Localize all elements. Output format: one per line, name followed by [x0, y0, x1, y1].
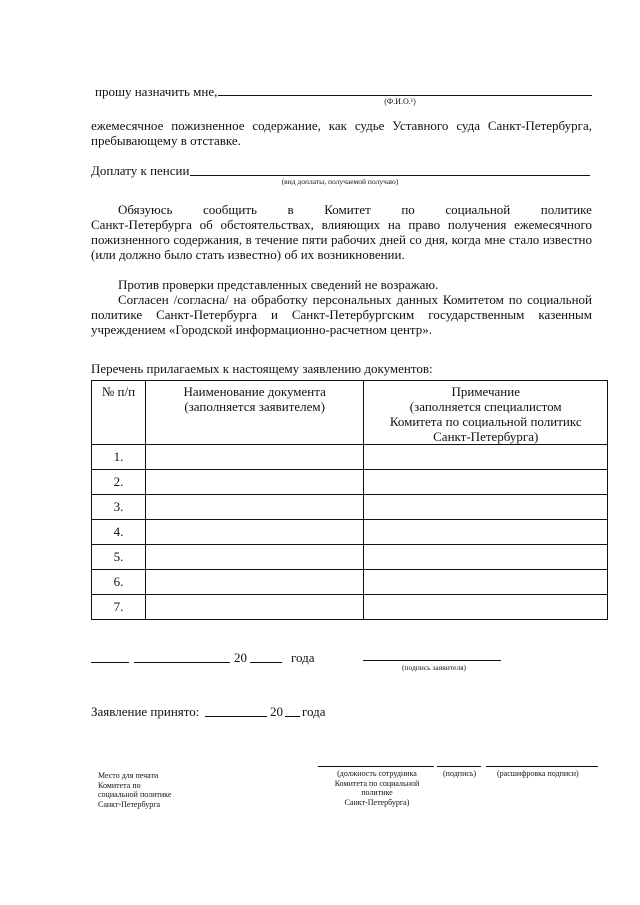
docs-heading: Перечень прилагаемых к настоящему заявлению документов:	[91, 361, 433, 376]
col-name-header	[145, 381, 364, 445]
obligation-word: по	[401, 202, 415, 217]
request-prefix: прошу назначить мне,	[95, 84, 218, 99]
obligation-word: в	[287, 202, 294, 217]
accepted-label: Заявление принято:	[91, 704, 200, 719]
table-row	[92, 470, 608, 495]
officer-position-block	[322, 769, 432, 807]
date-day-line[interactable]	[91, 662, 129, 663]
obligation-word: Обязуюсь	[118, 202, 173, 217]
row-number: 7.	[92, 595, 146, 620]
officer-decoding-caption: (расшифровка подписи)	[497, 769, 579, 778]
stamp-line: социальной политике	[98, 790, 172, 799]
col-num-label: № п/п	[101, 384, 136, 399]
officer-signature-caption: (подпись)	[443, 769, 477, 778]
accepted-date-line[interactable]	[205, 716, 267, 717]
obligation-line-1	[118, 202, 592, 217]
pension-caption: (вид доплаты, получаемой получаю)	[281, 177, 399, 186]
document-name-cell[interactable]	[145, 545, 364, 570]
row-number: 5.	[92, 545, 146, 570]
col-note-line-2: (заполняется специалистом	[409, 399, 562, 414]
fio-line	[218, 95, 592, 96]
date-month-line[interactable]	[134, 662, 230, 663]
obligation-word: политике	[540, 202, 592, 217]
officer-position-line-text: Комитета по социальной	[334, 778, 420, 788]
col-note-line-3: Комитета по социальной политикс	[389, 414, 582, 429]
table-row	[92, 520, 608, 545]
table-row	[92, 445, 608, 470]
col-note-line-4: Санкт-Петербурга)	[433, 429, 539, 444]
col-note-header	[364, 381, 608, 445]
fio-caption: (Ф.И.О.¹)	[384, 97, 416, 106]
row-number: 1.	[92, 445, 146, 470]
table-row	[92, 595, 608, 620]
officer-decoding-line[interactable]	[486, 766, 598, 767]
row-number: 2.	[92, 470, 146, 495]
table-row	[92, 570, 608, 595]
document-name-cell[interactable]	[145, 595, 364, 620]
request-line-1: ежемесячное пожизненное содержание, как судье Уставного суда Санкт-Петербурга,	[91, 118, 592, 133]
applicant-signature-caption: (подпись заявителя)	[401, 663, 467, 672]
consent-line-2: политике Санкт-Петербурга и Санкт-Петербургским государственным казенным	[91, 307, 592, 322]
officer-position-line-text: политике	[361, 788, 393, 797]
obligation-line-2: Санкт-Петербурга об обстоятельствах, влияющих на право получения ежемесячного	[91, 217, 592, 232]
note-cell[interactable]	[364, 595, 608, 620]
consent-line-1: Согласен /согласна/ на обработку персональных данных Комитетом по социальной	[118, 292, 592, 307]
officer-position-line-text: Санкт-Петербурга)	[344, 797, 410, 807]
obligation-word: Комитет	[324, 202, 371, 217]
document-name-cell[interactable]	[145, 445, 364, 470]
date-year-word: года	[291, 650, 315, 665]
stamp-line: Санкт-Петербурга	[98, 799, 161, 809]
note-cell[interactable]	[364, 445, 608, 470]
row-number: 4.	[92, 520, 146, 545]
note-cell[interactable]	[364, 570, 608, 595]
document-name-cell[interactable]	[145, 520, 364, 545]
table-row	[92, 545, 608, 570]
accepted-century: 20	[270, 704, 283, 719]
obligation-line-4: (или должно было стать известно) об их возникновении.	[91, 247, 405, 262]
no-objection: Против проверки представленных сведений не возражаю.	[118, 277, 439, 292]
accepted-year-line[interactable]	[285, 716, 300, 717]
date-century: 20	[234, 650, 247, 665]
officer-position-line[interactable]	[318, 766, 434, 767]
applicant-signature-line[interactable]	[363, 660, 501, 661]
row-number: 3.	[92, 495, 146, 520]
accepted-year-word: года	[302, 704, 326, 719]
col-note-label: Примечание	[451, 384, 520, 399]
table-row	[92, 495, 608, 520]
note-cell[interactable]	[364, 470, 608, 495]
table-header-row	[92, 381, 608, 445]
pension-label: Доплату к пенсии	[91, 163, 190, 178]
officer-position-line-text: (должность сотрудника	[337, 769, 417, 778]
date-year-line[interactable]	[250, 662, 282, 663]
pension-line	[190, 175, 590, 176]
obligation-word: сообщить	[202, 202, 257, 217]
request-line-2: пребывающему в отставке.	[91, 133, 241, 148]
consent-line-3: учреждением «Городской информационно-расчетном центр».	[91, 322, 433, 337]
col-name-note: (заполняется заявителем)	[184, 399, 325, 414]
obligation-word: социальной	[445, 202, 511, 217]
obligation-line-3: пожизненного содержания, в течение пяти рабочих дней со дня, когда мне стало известно	[91, 232, 592, 247]
document-name-cell[interactable]	[145, 495, 364, 520]
row-number: 6.	[92, 570, 146, 595]
document-name-cell[interactable]	[145, 470, 364, 495]
stamp-line: Место для печати	[98, 771, 159, 780]
note-cell[interactable]	[364, 520, 608, 545]
note-cell[interactable]	[364, 545, 608, 570]
documents-table	[91, 380, 608, 620]
col-num-header	[92, 381, 146, 445]
stamp-block	[98, 771, 171, 809]
col-name-label: Наименование документа	[183, 384, 326, 399]
note-cell[interactable]	[364, 495, 608, 520]
officer-signature-line[interactable]	[437, 766, 481, 767]
stamp-line: Комитета по	[98, 780, 141, 790]
document-name-cell[interactable]	[145, 570, 364, 595]
